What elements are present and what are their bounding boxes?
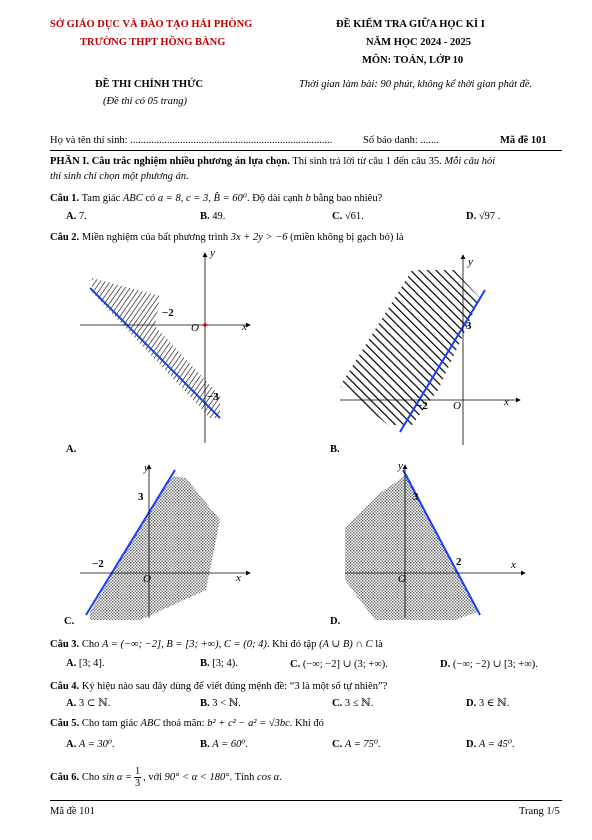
- q3-expression: (A ∪ B) ∩ C: [319, 639, 373, 650]
- footer-page-number: Trang 1/5: [519, 806, 560, 817]
- q5-abc: ABC: [140, 718, 161, 729]
- q4-option-d-value: 3 ∈ ℕ.: [478, 698, 510, 709]
- q5-option-c-value: A = 75⁰.: [344, 739, 381, 750]
- q4-text: Ký hiệu nào sau đây dùng để viết đúng mệnh đề: “3 là một số tự nhiên”?: [79, 681, 388, 692]
- question-6: [50, 766, 282, 789]
- q4-option-b-value: 3 < ℕ.: [212, 698, 241, 709]
- graph-a-option[interactable]: A.: [66, 444, 77, 455]
- graph-a-y-label: y: [210, 247, 215, 259]
- q1-text-a: Tam giác: [79, 193, 123, 204]
- q1-option-c-value: √61.: [344, 211, 364, 222]
- graph-d-origin-label: O: [398, 573, 406, 585]
- question-2: [50, 232, 404, 243]
- q3-option-c-value: (−∞; −2] ∪ (3; +∞).: [302, 659, 388, 670]
- q1-option-d-key: D.: [466, 211, 477, 222]
- q6-text-c: . Tính: [229, 772, 258, 783]
- q5-text-b: thoả mãn:: [160, 718, 208, 729]
- q3-option-b-value: [3; 4).: [212, 658, 238, 669]
- graph-c-y-intercept: 3: [138, 491, 144, 503]
- exam-title: ĐỀ KIỂM TRA GIỮA HỌC KÌ I: [336, 19, 485, 30]
- graph-b-y-intercept: 3: [466, 320, 472, 332]
- q1-option-c[interactable]: [332, 211, 364, 222]
- q3-option-c-key: C.: [290, 659, 301, 670]
- q1-text-c: . Độ dài cạnh: [246, 193, 306, 204]
- q2-text-b: (miền không bị gạch bỏ) là: [287, 232, 404, 243]
- graph-d-x-intercept: 2: [456, 556, 462, 568]
- q4-option-c-value: 3 ≤ ℕ.: [344, 698, 374, 709]
- q1-text-d: bằng bao nhiêu?: [310, 193, 383, 204]
- graph-c-option[interactable]: C.: [64, 616, 75, 627]
- q5-option-a-key: A.: [66, 739, 77, 750]
- graph-b-x-label: x: [504, 396, 509, 408]
- q4-option-d[interactable]: [466, 697, 509, 709]
- q3-option-d-key: D.: [440, 659, 451, 670]
- exam-code: Mã đề 101: [500, 135, 547, 146]
- q3-text-c: là: [372, 639, 383, 650]
- question-1: [50, 192, 382, 204]
- graph-a-origin-point: [203, 323, 207, 327]
- graph-d-y-intercept: 3: [413, 491, 419, 503]
- q4-option-c-key: C.: [332, 698, 343, 709]
- q4-option-b[interactable]: [200, 697, 241, 709]
- question-5: [50, 718, 324, 729]
- question-5-label: Câu 5.: [50, 718, 80, 729]
- graph-a-y-intercept: −3: [207, 391, 219, 403]
- q5-option-c[interactable]: [332, 738, 381, 750]
- part1-title: PHẦN I. Câu trắc nghiệm nhiều phương án lựa chọn.: [50, 156, 290, 167]
- q1-option-a[interactable]: [66, 211, 87, 222]
- footer-exam-code: Mã đề 101: [50, 806, 95, 817]
- q6-text-a: Cho: [79, 772, 102, 783]
- graph-d-option[interactable]: D.: [330, 616, 341, 627]
- graph-b-x-intercept: −2: [416, 400, 428, 412]
- q4-option-d-key: D.: [466, 698, 477, 709]
- q3-text-b: . Khi đó tập: [266, 639, 320, 650]
- q3-option-d[interactable]: [440, 658, 538, 670]
- graph-a-hatched-region: [92, 278, 220, 418]
- q1-option-b-value: 49.: [212, 211, 226, 222]
- q3-option-a[interactable]: [66, 658, 105, 669]
- footer-divider: [50, 800, 562, 801]
- graph-c-dotted-region: [90, 476, 220, 620]
- question-3: [50, 638, 383, 650]
- q1-abc: ABC: [122, 193, 143, 204]
- q1-option-d-value: √97 .: [478, 211, 501, 222]
- q4-option-c[interactable]: [332, 697, 373, 709]
- q6-cos: cos α: [257, 772, 280, 783]
- graph-a-x-intercept: −2: [162, 307, 174, 319]
- graph-c-x-label: x: [236, 572, 241, 584]
- question-4: [50, 681, 387, 692]
- q5-option-c-key: C.: [332, 739, 343, 750]
- q3-option-b[interactable]: [200, 658, 238, 669]
- header-divider: [50, 150, 562, 151]
- q6-text-d: .: [279, 772, 282, 783]
- q3-option-d-value: (−∞; −2) ∪ [3; +∞).: [452, 659, 538, 670]
- time-note: Thời gian làm bài: 90 phút, không kể thời gian phát đề.: [299, 79, 533, 90]
- q3-sets: A = (−∞; −2], B = [3; +∞), C = (0; 4): [101, 639, 267, 650]
- graph-b-option[interactable]: B.: [330, 444, 340, 455]
- q5-option-b-key: B.: [200, 739, 210, 750]
- q5-option-d-key: D.: [466, 739, 477, 750]
- official-label: ĐỀ THI CHÍNH THỨC: [95, 79, 204, 90]
- graph-c-y-label: y: [144, 462, 149, 474]
- graph-b-y-label: y: [468, 256, 473, 268]
- q5-text-c: . Khi đó: [289, 718, 324, 729]
- graph-a: [60, 248, 260, 448]
- q3-text-a: Cho: [79, 639, 102, 650]
- q3-option-a-value: [3; 4].: [78, 658, 105, 669]
- q5-option-b[interactable]: [200, 738, 248, 750]
- q6-fraction-numerator: 1: [135, 766, 141, 777]
- q5-text-a: Cho tam giác: [79, 718, 141, 729]
- graph-a-origin-label: O: [191, 322, 199, 334]
- q6-range: 90° < α < 180°: [164, 772, 230, 783]
- q1-given: a = 8, c = 3, B̂ = 60⁰: [157, 193, 247, 204]
- part1-instructions: [50, 154, 565, 184]
- q4-option-b-key: B.: [200, 698, 210, 709]
- q5-option-d[interactable]: [466, 738, 515, 750]
- question-1-label: Câu 1.: [50, 193, 80, 204]
- q1-option-a-value: 7.: [78, 211, 87, 222]
- q4-option-a-value: 3 ⊂ ℕ.: [78, 698, 111, 709]
- q4-option-a-key: A.: [66, 698, 77, 709]
- q3-option-a-key: A.: [66, 658, 77, 669]
- student-id-field: Số báo danh: .......: [363, 135, 439, 146]
- q5-option-b-value: A = 60⁰.: [212, 739, 249, 750]
- graph-d: [335, 460, 535, 620]
- q2-inequality: 3x + 2y > −6: [230, 232, 288, 243]
- q1-option-b[interactable]: [200, 211, 225, 222]
- department-name: SỞ GIÁO DỤC VÀ ĐÀO TẠO HẢI PHÒNG: [50, 19, 253, 30]
- q6-fraction: [134, 766, 141, 789]
- graph-d-y-label: y: [398, 460, 403, 472]
- q2-text-a: Miền nghiệm của bất phương trình: [79, 232, 231, 243]
- school-name: TRƯỜNG THPT HỒNG BÀNG: [80, 37, 226, 48]
- q6-sin-lhs: sin α =: [101, 772, 133, 783]
- graph-b: [330, 250, 530, 450]
- q1-option-a-key: A.: [66, 211, 77, 222]
- q1-b: b: [305, 193, 311, 204]
- q5-condition: b² + c² − a² = √3bc: [207, 718, 290, 729]
- q5-option-a-value: A = 30⁰.: [78, 739, 115, 750]
- part1-desc: Thí sinh trả lời từ câu 1 đến câu 35.: [289, 156, 445, 167]
- part1-desc-italic: Mỗi câu hỏi: [444, 156, 496, 167]
- graph-c-origin-label: O: [143, 573, 151, 585]
- subject: MÔN: TOÁN, LỚP 10: [362, 55, 464, 66]
- pages-note: (Đề thi có 05 trang): [103, 96, 187, 107]
- question-2-label: Câu 2.: [50, 232, 80, 243]
- graph-c: [70, 460, 270, 620]
- student-name-field: Họ và tên thí sinh: .............................................................................: [50, 135, 333, 146]
- q3-option-b-key: B.: [200, 658, 210, 669]
- q6-text-b: , với: [143, 772, 165, 783]
- graph-d-dotted-region: [345, 474, 477, 620]
- q5-option-a[interactable]: [66, 738, 115, 750]
- graph-c-x-intercept: −2: [92, 558, 104, 570]
- q6-fraction-denominator: 3: [135, 778, 141, 789]
- graph-b-origin-label: O: [453, 400, 461, 412]
- graph-a-x-label: x: [242, 321, 247, 333]
- q5-option-d-value: A = 45⁰.: [478, 739, 515, 750]
- graph-d-x-label: x: [511, 559, 516, 571]
- q4-option-a[interactable]: [66, 697, 110, 709]
- question-6-label: Câu 6.: [50, 772, 80, 783]
- q1-option-c-key: C.: [332, 211, 343, 222]
- q3-option-c[interactable]: [290, 658, 388, 670]
- question-3-label: Câu 3.: [50, 639, 80, 650]
- question-4-label: Câu 4.: [50, 681, 80, 692]
- part1-desc-italic-2: thí sinh chỉ chọn một phương án.: [50, 171, 189, 182]
- school-year: NĂM HỌC 2024 - 2025: [366, 37, 471, 48]
- q1-text-b: có: [142, 193, 158, 204]
- q1-option-b-key: B.: [200, 211, 210, 222]
- q1-option-d[interactable]: [466, 211, 500, 222]
